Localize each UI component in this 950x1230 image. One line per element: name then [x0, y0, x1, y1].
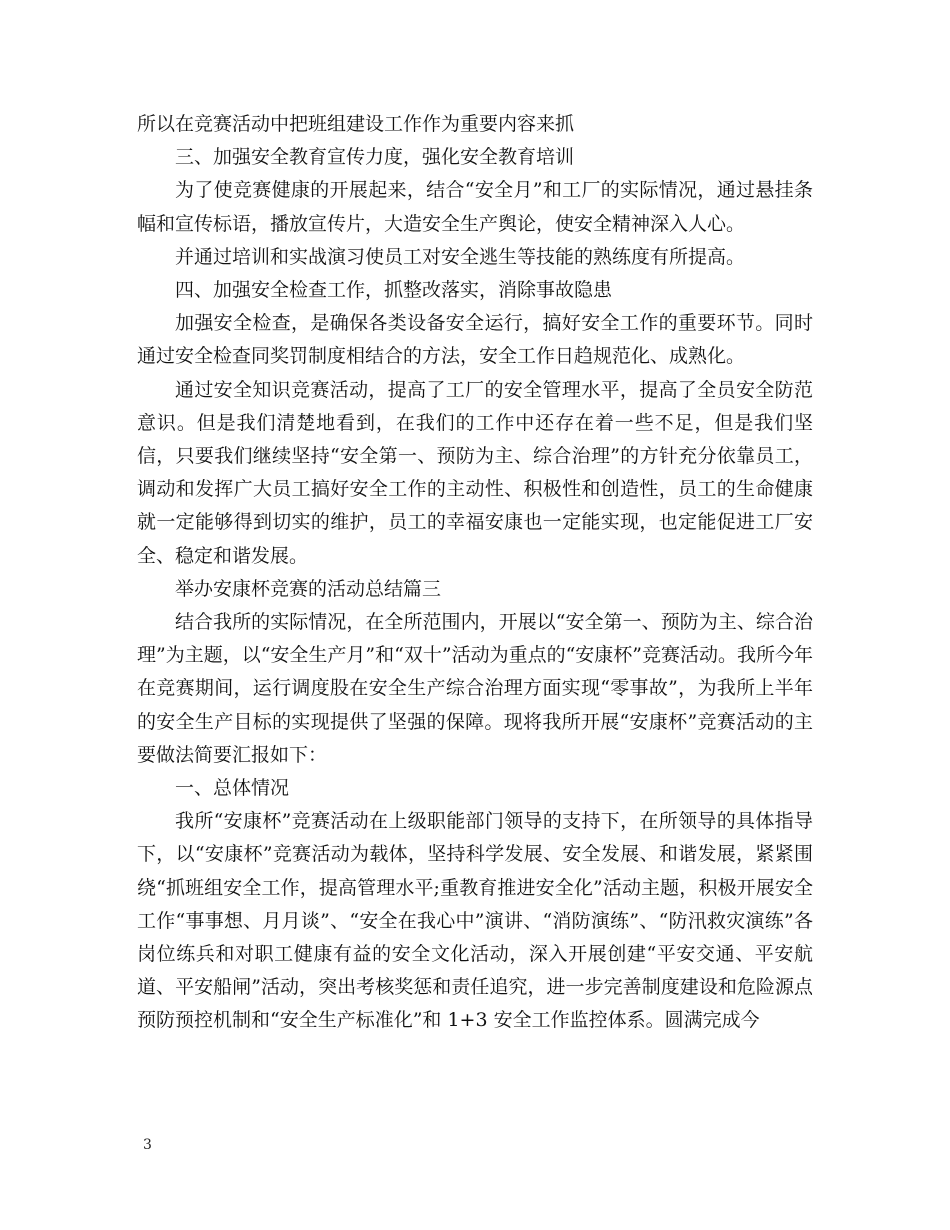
paragraph: 加强安全检查，是确保各类设备安全运行，搞好安全工作的重要环节。同时通过安全检查同奖罚制度相结合的方法，安全工作日趋规范化、成熟化。	[137, 312, 813, 368]
paragraph: 为了使竞赛健康的开展起来，结合“安全月”和工厂的实际情况，通过悬挂条幅和宣传标语，播放宣传片，大造安全生产舆论，使安全精神深入人心。	[137, 179, 813, 235]
section-heading-one: 一、总体情况	[175, 777, 290, 800]
article-title: 举办安康杯竞赛的活动总结篇三	[175, 577, 442, 600]
paragraph: 并通过培训和实战演习使员工对安全逃生等技能的熟练度有所提高。	[175, 245, 746, 268]
paragraph: 结合我所的实际情况，在全所范围内，开展以“安全第一、预防为主、综合治理”为主题，以“安全生产月”和“双十”活动为重点的“安康杯”竞赛活动。我所今年在竞赛期间，运行调度股在安全生产综合治理方面实现“零事故”，为我所上半年的安全生产目标的实现提供了坚强的保障。现将我所开展“安康杯”竞赛活动的主要做法简要汇报如下：	[137, 611, 813, 766]
section-heading-four: 四、加强安全检查工作，抓整改落实，消除事故隐患	[175, 279, 613, 302]
section-heading-three: 三、加强安全教育宣传力度，强化安全教育培训	[175, 146, 575, 169]
document-body	[137, 108, 813, 1038]
paragraph-continuation: 所以在竞赛活动中把班组建设工作作为重要内容来抓	[137, 113, 575, 135]
paragraph: 我所“安康杯”竞赛活动在上级职能部门领导的支持下，在所领导的具体指导下，以“安康杯”竞赛活动为载体，坚持科学发展、安全发展、和谐发展，紧紧围绕“抓班组安全工作，提高管理水平;重教育推进安全化”活动主题，积极开展安全工作“事事想、月月谈”、“安全在我心中”演讲、“消防演练”、“防汛救灾演练”各岗位练兵和对职工健康有益的安全文化活动，深入开展创建“平安交通、平安航道、平安船闸”活动，突出考核奖惩和责任追究，进一步完善制度建设和危险源点预防预控机制和“安全生产标准化”和 1+3 安全工作监控体系。圆满完成今	[137, 810, 813, 1032]
paragraph: 通过安全知识竞赛活动，提高了工厂的安全管理水平，提高了全员安全防范意识。但是我们清楚地看到，在我们的工作中还存在着一些不足，但是我们坚信，只要我们继续坚持“安全第一、预防为主、综合治理”的方针充分依靠员工，调动和发挥广大员工搞好安全工作的主动性、积极性和创造性，员工的生命健康就一定能够得到切实的维护，员工的幸福安康也一定能实现，也定能促进工厂安全、稳定和谐发展。	[137, 378, 813, 567]
page-number: 3	[143, 1137, 152, 1153]
